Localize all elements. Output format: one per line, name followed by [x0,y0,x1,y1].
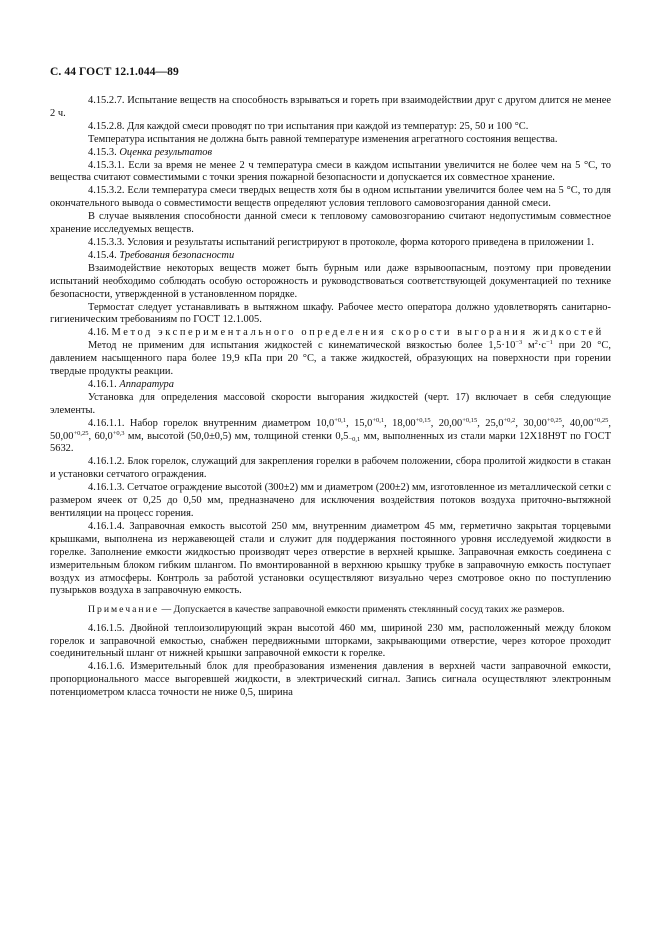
section-number: 4.15.3. [88,146,117,158]
paragraph-4-16-1-4: 4.16.1.4. Заправочная емкость высотой 250 мм, внутренним диаметром 45 мм, герметично закрытая торцевыми крышками, выполнена из нержавеющей стали и служит для поддержания постоянного уровня исследуемой жидкости в горелке. Заполнение емкости жидкостью производят через отверстие в верхней крышке. Заправочная емкость соединена с измерительным блоком гибким шлангом. По вмонтированной в верхнюю крышку трубке в заправочную емкость поступает воздух из атмосферы. Контроль за работой установки осуществляют визуально через смотровое окно по поступлению пузырьков воздуха в заправочную емкость. [50,520,611,597]
paragraph-method-scope: Метод не применим для испытания жидкостей с кинематической вязкостью более $1,5\cdot 10^{-3}$ $м^2\cdot с^{-1}$ при 20 °С, давлением насыщенного пара более 19,9 кПа при 20 °С, а также жидкостей, образующих на поверхности при горении твердые продукты реакции. [50,339,611,378]
document-body [50,95,611,700]
section-title: Аппаратура [119,378,174,390]
paragraph-4-16-1-2: 4.16.1.2. Блок горелок, служащий для закрепления горелки в рабочем положении, сбора пролитой жидкости в стакан и установки сетчатого ограждения. [50,456,611,481]
section-title: Оценка результатов [119,146,212,158]
section-4-15-3-heading [50,147,611,160]
page-header: С. 44 ГОСТ 12.1.044—89 [50,66,179,78]
section-number: 4.15.4. [88,249,117,261]
note-text: — Допускается в качестве заправочной емкости применять стеклянный сосуд таких же размеров. [159,604,565,616]
paragraph-thermostat: Термостат следует устанавливать в вытяжном шкафу. Рабочее место оператора должно удовлетворять санитарно-гигиеническим требованиям по ГОСТ 12.1.005. [50,301,611,326]
paragraph-safety-interaction: Взаимодействие некоторых веществ может быть бурным или даже взрывоопасным, поэтому при проведении испытаний необходимо соблюдать особую осторожность и руководствоваться соответствующей документацией по технике безопасности, утвержденной в установленном порядке. [50,262,611,300]
section-title: Метод экспериментального определения скорости выгорания жидкостей [111,327,604,339]
section-4-16-1-heading [50,379,611,392]
section-number: 4.16.1. [88,378,117,390]
paragraph-installation: Установка для определения массовой скорости выгорания жидкостей (черт. 17) включает в себя следующие элементы. [50,391,611,416]
paragraph-4-15-3-2: 4.15.3.2. Если температура смеси твердых веществ хотя бы в одном испытании увеличится более чем на 5 °С, то для окончательного вывода о совместимости веществ определяют условия теплового самовозгорания данной смеси. [50,185,611,210]
paragraph-4-16-1-6: 4.16.1.6. Измерительный блок для преобразования изменения давления в верхней части заправочной емкости, пропорционального массе выгоревшей жидкости, в электрический сигнал. Запись сигнала осуществляют электронным потенциометром класса точности не ниже 0,5, ширина [50,661,611,699]
paragraph-4-15-2-8: 4.15.2.8. Для каждой смеси проводят по три испытания при каждой из температур: 25, 50 и 100 °С. [88,120,529,132]
paragraph-4-16-1-3: 4.16.1.3. Сетчатое ограждение высотой (300±2) мм и диаметром (200±2) мм, изготовленное из металлической сетки с размером ячеек от 0,25 до 0,50 мм, предназначено для исключения воздействия потоков воздуха приточно-вытяжной вентиляции на процесс горения. [50,482,611,519]
section-4-16-heading [50,327,611,340]
section-title: Требования безопасности [119,249,235,261]
paragraph-test-temperature: Температура испытания не должна быть равной температуре изменения агрегатного состояния вещества. [88,133,558,145]
section-number: 4.16. [88,327,109,339]
paragraph-4-15-3-3: 4.15.3.3. Условия и результаты испытаний регистрируют в протоколе, форма которого приведена в приложении 1. [88,236,595,248]
section-4-15-4-heading [50,250,611,263]
paragraph-4-16-1-1: 4.16.1.1. Набор горелок внутренним диаметром $10,0^{+0,1}$, $15,0^{+0,1}$, $18,00^{+0,15}$, $20,00^{+0,15}$, $25,0^{+0,2}$, $30,00^{+0,25}$, $40,00^{+0,25}$, $50,00^{+0,25}$, $60,0^{+0,3}$ мм, высотой (50,0±0,5) мм, толщиной стенки $0,5_{-0,1}$ мм, выполненных из стали марки 12Х18Н9Т по ГОСТ 5632. [50,416,612,455]
paragraph-self-ignition: В случае выявления способности данной смеси к тепловому самовозгоранию считают недопустимым совместное хранение исследуемых веществ. [50,211,611,236]
paragraph-4-15-3-1: 4.15.3.1. Если за время не менее 2 ч температура смеси в каждом испытании увеличится не более чем на 5 °С, то вещества считают совместимыми с точки зрения пожарной безопасности и допускается их совместное хранение. [50,159,611,184]
note [50,604,611,616]
paragraph-4-16-1-5: 4.16.1.5. Двойной теплоизолирующий экран высотой 460 мм, шириной 230 мм, расположенный между блоком горелок и заправочной емкостью, снабжен передвижными шторками, закрывающими отверстие, через которое проходит соединительный шланг от нижней крышки заправочной емкости к горелке. [50,622,611,660]
note-label: Примечание [88,604,160,616]
paragraph-4-15-2-7: 4.15.2.7. Испытание веществ на способность взрываться и гореть при взаимодействии друг с другом длится не менее 2 ч. [50,95,611,119]
